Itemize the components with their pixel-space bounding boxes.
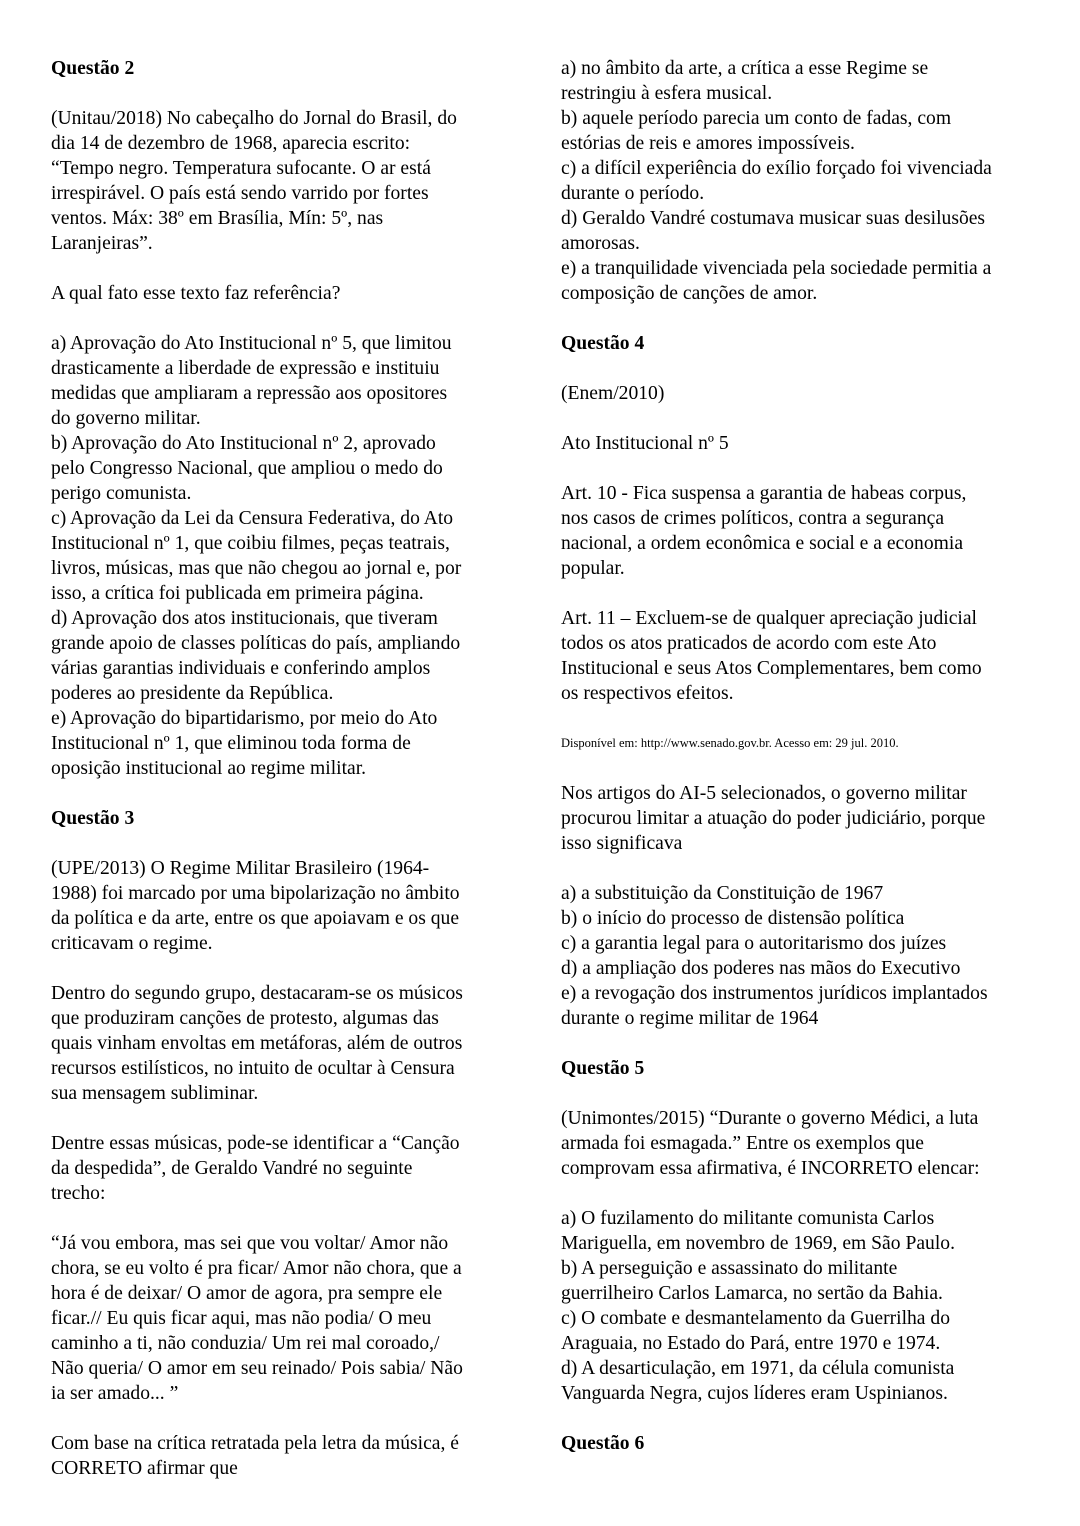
- question-4-source-exam: (Enem/2010): [561, 383, 665, 404]
- question-5-heading: Questão 5: [561, 1058, 645, 1079]
- question-2-intro: (Unitau/2018) No cabeçalho do Jornal do Brasil, do dia 14 de dezembro de 1968, aparecia escrito: “Tempo negro. Temperatura sufocante. O ar está irrespirável. O país está sendo varrido por fortes ventos. Máx: 38º em Brasília, Mín: 5º, nas Laranjeiras”.: [51, 108, 457, 254]
- source-citation: Disponível em: http://www.senado.gov.br. Acesso em: 29 jul. 2010.: [561, 736, 899, 750]
- question-4-prompt: Nos artigos do AI-5 selecionados, o governo militar procurou limitar a atuação do poder judiciário, porque isso significava: [561, 783, 986, 854]
- question-3-paragraph: Dentro do segundo grupo, destacaram-se os músicos que produziram canções de protesto, algumas das quais vinham envoltas em metáforas, além de outros recursos estilísticos, no intuito de ocultar à Censura sua mensagem subliminar.: [51, 983, 463, 1104]
- question-3-paragraph: Dentre essas músicas, pode-se identificar a “Canção da despedida”, de Geraldo Vandré no seguinte trecho:: [51, 1133, 460, 1204]
- question-3-heading: Questão 3: [51, 808, 135, 829]
- document-title: Ato Institucional nº 5: [561, 433, 729, 454]
- question-3-prompt: Com base na crítica retratada pela letra da música, é CORRETO afirmar que: [51, 1433, 459, 1479]
- right-column: [561, 56, 1051, 1456]
- article-10: Art. 10 - Fica suspensa a garantia de habeas corpus, nos casos de crimes políticos, contra a segurança nacional, a ordem econômica e social e a economia popular.: [561, 483, 967, 579]
- question-4-heading: Questão 4: [561, 333, 645, 354]
- question-5-intro: (Unimontes/2015) “Durante o governo Médici, a luta armada foi esmagada.” Entre os exemplos que comprovam essa afirmativa, é INCORRETO elencar:: [561, 1108, 980, 1179]
- question-3-intro: (UPE/2013) O Regime Militar Brasileiro (1964- 1988) foi marcado por uma bipolarização no âmbito da política e da arte, entre os que apoiavam e os que criticavam o regime.: [51, 858, 460, 954]
- question-2-prompt: A qual fato esse texto faz referência?: [51, 283, 341, 304]
- question-2-options: a) Aprovação do Ato Institucional nº 5, que limitou drasticamente a liberdade de expressão e instituiu medidas que ampliaram a repressão aos opositores do governo militar. b) Aprovação do Ato Institucional nº 2, aprovado pelo Congresso Nacional, que ampliou o medo do perigo comunista. c) Aprovação da Lei da Censura Federativa, do Ato Institucional nº 1, que coibiu filmes, peças teatrais, livros, músicas, mas que não chegou ao jornal e, por isso, a crítica foi publicada em primeira página. d) Aprovação dos atos institucionais, que tiveram grande apoio de classes políticas do país, ampliando várias garantias individuais e conferindo amplos poderes ao presidente da República. e) Aprovação do bipartidarismo, por meio do Ato Institucional nº 1, que eliminou toda forma de oposição institucional ao regime militar.: [51, 333, 462, 779]
- question-4-options: a) a substituição da Constituição de 1967 b) o início do processo de distensão política c) a garantia legal para o autoritarismo dos juízes d) a ampliação dos poderes nas mãos do Executivo e) a revogação dos instrumentos jurídicos implantados durante o regime militar de 1964: [561, 883, 988, 1029]
- question-6-heading: Questão 6: [561, 1433, 645, 1454]
- question-5-options: a) O fuzilamento do militante comunista Carlos Mariguella, em novembro de 1969, em São Paulo. b) A perseguição e assassinato do militante guerrilheiro Carlos Lamarca, no sertão da Bahia. c) O combate e desmantelamento da Guerrilha do Araguaia, no Estado do Pará, entre 1970 e 1974. d) A desarticulação, em 1971, da célula comunista Vanguarda Negra, cujos líderes eram Uspinianos.: [561, 1208, 955, 1404]
- question-3-options: a) no âmbito da arte, a crítica a esse Regime se restringiu à esfera musical. b) aquele período parecia um conto de fadas, com estórias de reis e amores impossíveis. c) a difícil experiência do exílio forçado foi vivenciada durante o período. d) Geraldo Vandré costumava musicar suas desilusões amorosas. e) a tranquilidade vivenciada pela sociedade permitia a composição de canções de amor.: [561, 58, 992, 304]
- question-2-heading: Questão 2: [51, 58, 135, 79]
- article-11: Art. 11 – Excluem-se de qualquer apreciação judicial todos os atos praticados de acordo com este Ato Institucional e seus Atos Complementares, bem como os respectivos efeitos.: [561, 608, 982, 704]
- left-column: [51, 56, 521, 1481]
- song-lyrics-quote: “Já vou embora, mas sei que vou voltar/ Amor não chora, se eu volto é pra ficar/ Amor não chora, que a hora é de deixar/ O amor de agora, pra sempre ele ficar.// Eu quis ficar aqui, mas não podia/ O meu caminho a ti, não conduzia/ Um rei mal coroado,/ Não queria/ O amor em seu reinado/ Pois sabia/ Não ia ser amado... ”: [51, 1233, 463, 1404]
